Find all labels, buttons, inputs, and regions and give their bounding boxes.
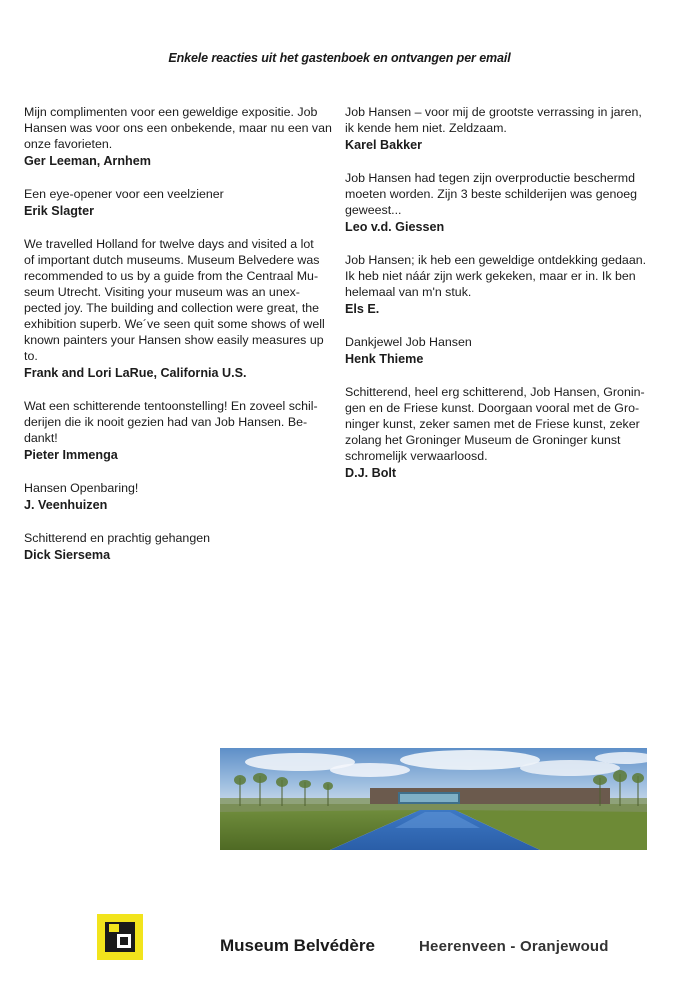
message-line: ninger kunst, zeker samen met de Friese kunst, zeker <box>345 417 640 431</box>
message-line: dankt! <box>24 431 58 445</box>
guestbook-entry <box>345 252 651 317</box>
message-line: ik kende hem niet. Zeldzaam. <box>345 121 507 135</box>
guestbook-entry <box>345 334 651 367</box>
entry-message <box>24 104 332 152</box>
message-line: to. <box>24 349 38 363</box>
guestbook-entry <box>345 170 651 235</box>
entry-message <box>24 236 332 364</box>
message-line: moeten worden. Zijn 3 beste schilderijen was genoeg <box>345 187 638 201</box>
museum-name: Museum Belvédère <box>220 936 375 955</box>
entry-author: Leo v.d. Giessen <box>345 220 445 234</box>
guestbook-entry <box>24 530 332 563</box>
entry-message <box>24 530 332 546</box>
message-line: seum Utrecht. Visiting your museum was an unex- <box>24 285 300 299</box>
entry-message <box>345 170 651 218</box>
message-line: gen en de Friese kunst. Doorgaan vooral met de Gro- <box>345 401 640 415</box>
message-line: Job Hansen had tegen zijn overproductie beschermd <box>345 171 635 185</box>
entry-author: Erik Slagter <box>24 204 94 218</box>
message-line: helemaal van m'n stuk. <box>345 285 472 299</box>
message-line: geweest... <box>345 203 402 217</box>
guestbook-entry <box>24 398 332 463</box>
message-line: known painters your Hansen show easily measures up <box>24 333 324 347</box>
page-title: Enkele reacties uit het gastenboek en ontvangen per email <box>168 51 511 65</box>
message-line: Hansen was voor ons een onbekende, maar nu een van <box>24 121 332 135</box>
message-line: Wat een schitterende tentoonstelling! En zoveel schil- <box>24 399 318 413</box>
message-line: Mijn complimenten voor een geweldige expositie. Job <box>24 105 318 119</box>
message-line: derijen die ik nooit gezien had van Job Hansen. Be- <box>24 415 308 429</box>
message-line: exhibition superb. We´ve seen quit some shows of well <box>24 317 325 331</box>
entry-message <box>345 104 651 136</box>
entry-author: Els E. <box>345 302 380 316</box>
guestbook-entry <box>24 186 332 219</box>
message-line: pected joy. The building and collection were great, the <box>24 301 320 315</box>
entry-message <box>24 480 332 496</box>
entry-message <box>24 398 332 446</box>
entry-author: Pieter Immenga <box>24 448 118 462</box>
entry-author: J. Veenhuizen <box>24 498 108 512</box>
message-line: schromelijk verwaarloosd. <box>345 449 488 463</box>
guestbook-entry <box>24 104 332 169</box>
message-line: Job Hansen; ik heb een geweldige ontdekking gedaan. <box>345 253 647 267</box>
guestbook-entry <box>24 480 332 513</box>
entry-message <box>345 252 651 300</box>
message-line: Ik heb niet náár zijn werk gekeken, maar er in. Ik ben <box>345 269 636 283</box>
entry-message <box>345 334 651 350</box>
entry-message <box>24 186 332 202</box>
entry-author: D.J. Bolt <box>345 466 397 480</box>
message-line: Een eye-opener voor een veelziener <box>24 187 224 201</box>
message-line: onze favorieten. <box>24 137 113 151</box>
message-line: Schitterend en prachtig gehangen <box>24 531 210 545</box>
museum-logo <box>97 914 143 960</box>
guestbook-entry <box>24 236 332 381</box>
right-column <box>345 104 651 498</box>
entry-author: Karel Bakker <box>345 138 423 152</box>
museum-landscape-photo <box>220 748 647 850</box>
message-line: Hansen Openbaring! <box>24 481 139 495</box>
guestbook-entry <box>345 384 651 481</box>
entry-author: Henk Thieme <box>345 352 424 366</box>
left-column <box>24 104 332 580</box>
message-line: Job Hansen – voor mij de grootste verrassing in jaren, <box>345 105 642 119</box>
entry-author: Dick Siersema <box>24 548 111 562</box>
message-line: Schitterend, heel erg schitterend, Job Hansen, Gronin- <box>345 385 645 399</box>
message-line: zolang het Groninger Museum de Groninger kunst <box>345 433 621 447</box>
guestbook-entry <box>345 104 651 153</box>
entry-author: Frank and Lori LaRue, California U.S. <box>24 366 247 380</box>
museum-location: Heerenveen - Oranjewoud <box>419 938 609 955</box>
message-line: We travelled Holland for twelve days and visited a lot <box>24 237 314 251</box>
message-line: of important dutch museums. Museum Belvedere was <box>24 253 320 267</box>
message-line: Dankjewel Job Hansen <box>345 335 472 349</box>
entry-message <box>345 384 651 464</box>
entry-author: Ger Leeman, Arnhem <box>24 154 151 168</box>
message-line: recommended to us by a guide from the Centraal Mu- <box>24 269 319 283</box>
